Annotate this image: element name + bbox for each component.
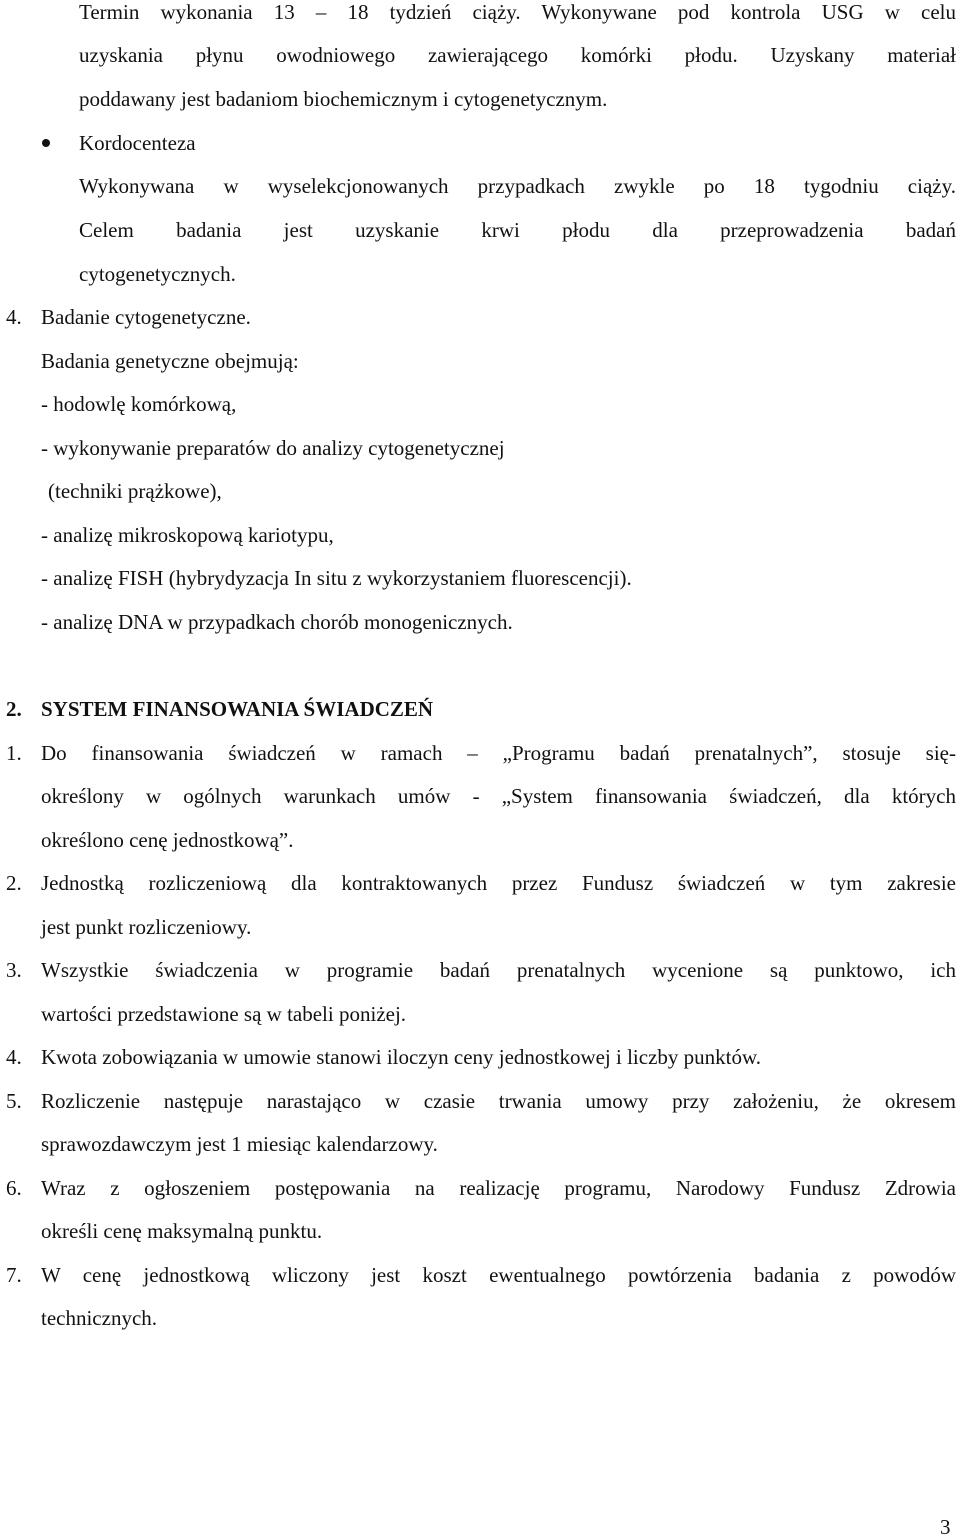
intro-line-1: Termin wykonania 13 – 18 tydzień ciąży. Wykonywane pod kontrola USG w celu [79,0,956,24]
point-4-number: 4. [6,1045,22,1069]
system-heading: SYSTEM FINANSOWANIA ŚWIADCZEŃ [41,697,434,721]
list-item: - analizę mikroskopową kariotypu, [41,523,334,547]
point-1-line-3: określono cenę jednostkową”. [41,828,294,852]
intro-line-3: poddawany jest badaniom biochemicznym i cytogenetycznym. [79,87,608,111]
list-item: - wykonywanie preparatów do analizy cytogenetycznej [41,436,505,460]
point-6-number: 6. [6,1176,22,1200]
point-2-line-1: Jednostką rozliczeniową dla kontraktowanych przez Fundusz świadczeń w tym zakresie [41,871,956,895]
point-3-line-2: wartości przedstawione są w tabeli poniżej. [41,1002,407,1026]
list-item: - analizę FISH (hybrydyzacja In situ z wykorzystaniem fluorescencji). [41,566,632,590]
point-2-line-2: jest punkt rozliczeniowy. [41,915,252,939]
page-number: 3 [940,1515,951,1539]
point-1-line-1: Do finansowania świadczeń w ramach – „Programu badań prenatalnych”, stosuje się- [41,741,956,765]
point-4-line-1: Kwota zobowiązania w umowie stanowi iloczyn ceny jednostkowej i liczby punktów. [41,1045,762,1069]
point-2-number: 2. [6,871,22,895]
bullet-icon [42,139,50,147]
kordocenteza-line-3: cytogenetycznych. [79,262,236,286]
section-4-intro: Badania genetyczne obejmują: [41,349,299,373]
point-7-line-2: technicznych. [41,1306,158,1330]
point-1-number: 1. [6,741,22,765]
point-6-line-1: Wraz z ogłoszeniem postępowania na realizację programu, Narodowy Fundusz Zdrowia [41,1176,956,1200]
system-heading-number: 2. [6,697,22,721]
section-4-title: Badanie cytogenetyczne. [41,305,251,329]
point-5-line-2: sprawozdawczym jest 1 miesiąc kalendarzowy. [41,1132,438,1156]
kordocenteza-line-1: Wykonywana w wyselekcjonowanych przypadkach zwykle po 18 tygodniu ciąży. [79,174,956,198]
point-1-line-2: określony w ogólnych warunkach umów - „System finansowania świadczeń, dla których [41,784,956,808]
kordocenteza-title: Kordocenteza [79,131,196,155]
point-3-number: 3. [6,958,22,982]
list-item: - analizę DNA w przypadkach chorób monogenicznych. [41,610,513,634]
point-3-line-1: Wszystkie świadczenia w programie badań prenatalnych wycenione są punktowo, ich [41,958,956,982]
point-7-number: 7. [6,1263,22,1287]
list-item: (techniki prążkowe), [48,479,222,503]
list-item: - hodowlę komórkową, [41,392,237,416]
point-5-line-1: Rozliczenie następuje narastająco w czasie trwania umowy przy założeniu, że okresem [41,1089,956,1113]
section-4-number: 4. [6,305,22,329]
point-5-number: 5. [6,1089,22,1113]
kordocenteza-line-2: Celem badania jest uzyskanie krwi płodu dla przeprowadzenia badań [79,218,956,242]
intro-line-2: uzyskania płynu owodniowego zawierającego komórki płodu. Uzyskany materiał [79,43,956,67]
point-7-line-1: W cenę jednostkową wliczony jest koszt ewentualnego powtórzenia badania z powodów [41,1263,956,1287]
point-6-line-2: określi cenę maksymalną punktu. [41,1219,323,1243]
